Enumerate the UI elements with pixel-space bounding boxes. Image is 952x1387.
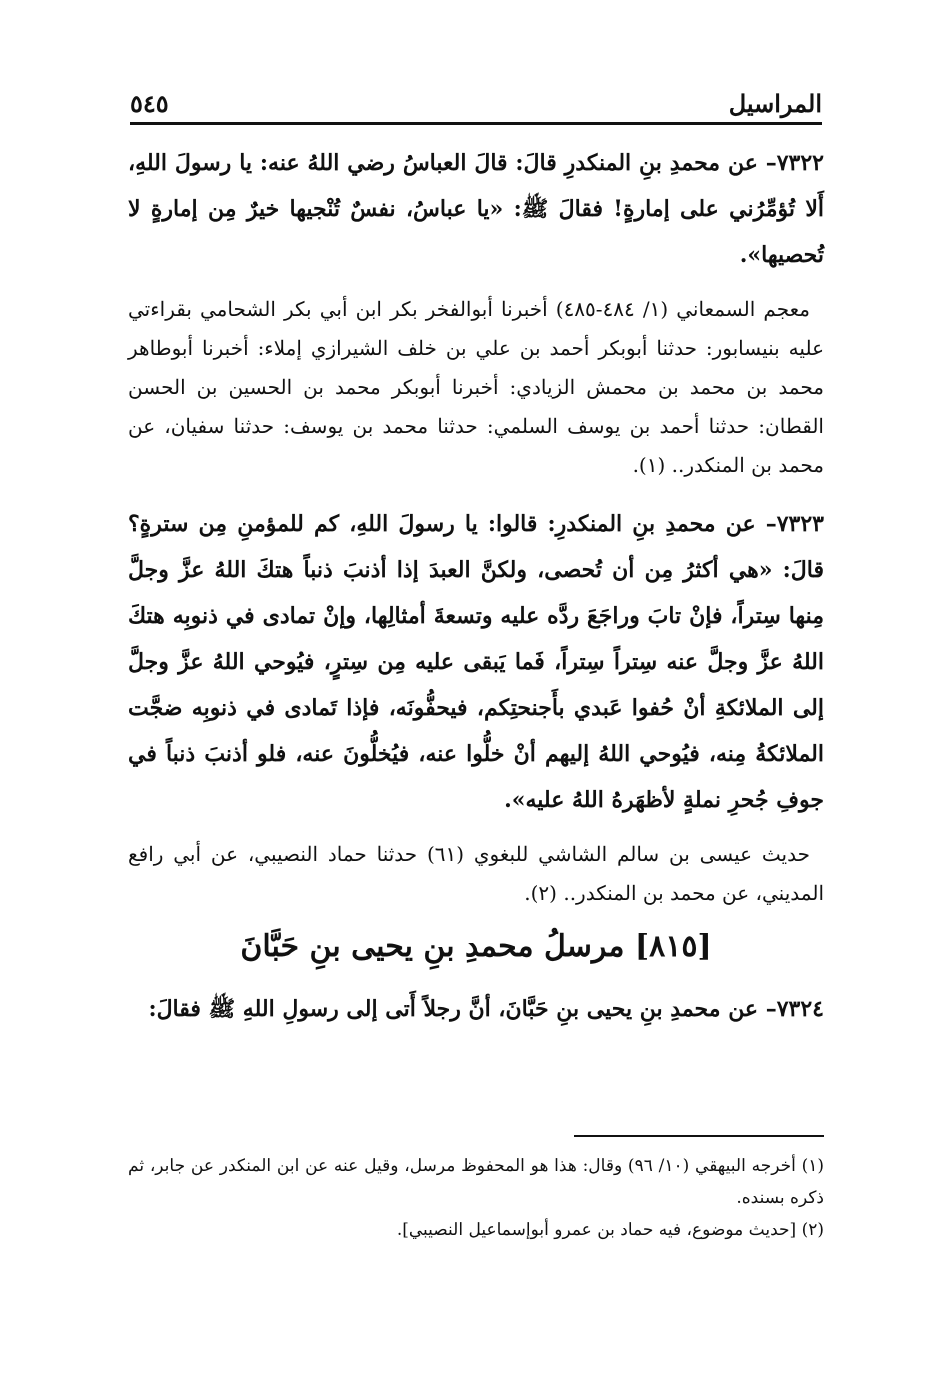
footnote-2: (٢) [حديث موضوع، فيه حماد بن عمرو أبوإسماعيل النصيبي]. xyxy=(396,1220,824,1240)
hadith-7324-text: ٧٣٢٤– عن محمدِ بنِ يحيى بنِ حَبَّانَ، أنَّ رجلاً أَتى إلى رسولِ اللهِ ﷺ فقالَ: xyxy=(148,996,824,1022)
page-body xyxy=(128,140,824,1044)
footnotes xyxy=(128,1150,824,1246)
hadith-7323-source: حديث عيسى بن سالم الشاشي للبغوي (٦١) حدثنا حماد النصيبي، عن أبي رافع المديني، عن محمد بن المنكدر.. (٢). xyxy=(128,842,824,905)
running-title: المراسيل xyxy=(728,89,822,118)
hadith-7323-text: ٧٣٢٣– عن محمدِ بنِ المنكدرِ: قالوا: يا رسولَ اللهِ، كم للمؤمنِ مِن سترةٍ؟ قالَ: «هي أكثرُ مِن أن تُحصى، ولكنَّ العبدَ إذا أذنبَ ذنباً هتكَ اللهُ عزَّ وجلَّ مِنها سِتراً، فإنْ تابَ وراجَعَ ردَّه عليه وتسعةَ أمثالِها، وإنْ تمادى في ذنوبِه هتكَ اللهُ عزَّ وجلَّ عنه سِتراً سِتراً، فَما يَبقى عليه مِن سِترٍ، فيُوحي اللهُ عزَّ وجلَّ إلى الملائكةِ أنْ حُفوا عَبدي بأَجنحتِكم، فيحفُّونَه، فإذا تَمادى في ذنوبِه ضجَّت الملائكةُ مِنه، فيُوحي اللهُ إليهم أنْ خلُّوا عنه، فيُخلُّونَ عنه، فلو أذنبَ ذنباً في جوفِ جُحرِ نملةٍ لأظهَرهُ اللهُ عليه». xyxy=(128,511,824,813)
page-header xyxy=(130,78,822,125)
section-heading: [٨١٥] مرسلُ محمدِ بنِ يحيى بنِ حَبَّانَ xyxy=(240,929,712,964)
hadith-7322-source: معجم السمعاني (١/ ٤٨٤-٤٨٥) أخبرنا أبوالفخر بكر ابن أبي بكر الشحامي بقراءتي عليه بنيسابور: حدثنا أبوبكر أحمد بن علي بن خلف الشيرازي إملاء: أخبرنا أبوطاهر محمد بن محمد بن محمش الزيادي: أخبرنا أبوبكر محمد بن الحسين بن الحسن القطان: حدثنا أحمد بن يوسف السلمي: حدثنا محمد بن يوسف: حدثنا سفيان، عن محمد بن المنكدر.. (١). xyxy=(128,297,824,477)
hadith-7322-text: ٧٣٢٢– عن محمدِ بنِ المنكدرِ قالَ: قالَ العباسُ رضي اللهُ عنه: يا رسولَ اللهِ، أَلا تُؤمِّرُني على إمارةٍ! فقالَ ﷺ: «يا عباسُ، نفسٌ تُنْجيها خيرٌ مِن إمارةٍ لا تُحصيها». xyxy=(128,150,824,268)
footnote-1: (١) أخرجه البيهقي (١٠/ ٩٦) وقال: هذا هو المحفوظ مرسل، وقيل عنه عن ابن المنكدر عن جابر، ثم ذكره بسنده. xyxy=(128,1156,824,1208)
page-number: ٥٤٥ xyxy=(130,89,169,118)
footnote-divider xyxy=(574,1135,824,1137)
